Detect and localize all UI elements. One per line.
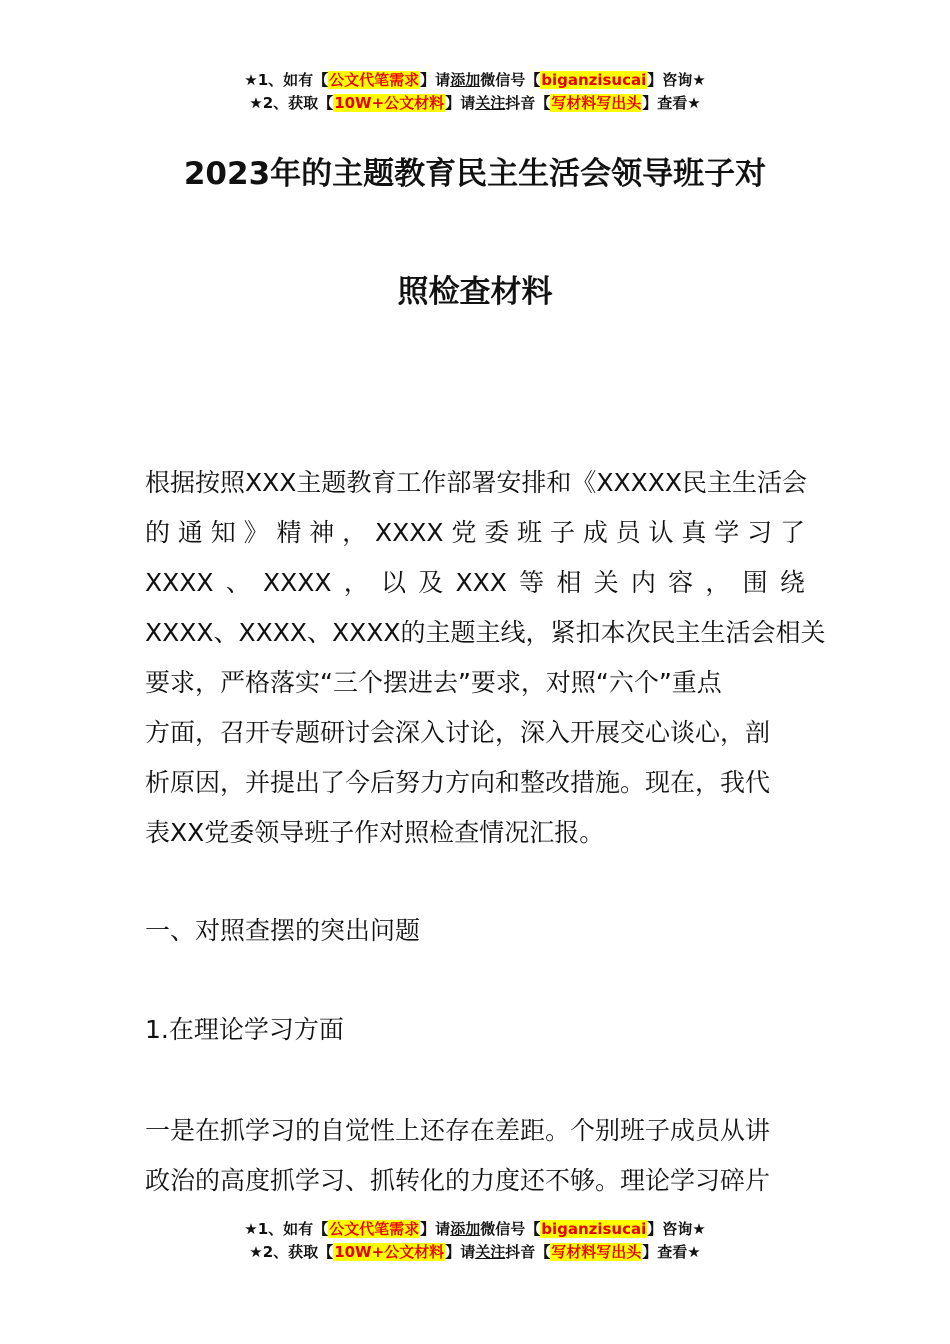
word: 了	[779, 518, 805, 547]
body-paragraph	[145, 1106, 805, 1206]
word: ，	[343, 568, 369, 597]
banner-highlight: 公文代笔需求	[329, 71, 420, 89]
intro-paragraph	[145, 458, 826, 858]
word: 神	[309, 518, 335, 547]
paragraph-line: 析原因，并提出了今后努力方向和整改措施。现在，我代	[145, 768, 771, 797]
banner-text: 】查看★	[642, 1243, 701, 1261]
word: 》	[243, 518, 269, 547]
word: 以	[381, 568, 407, 597]
banner-text: 抖音【	[505, 94, 551, 112]
word: ，	[705, 568, 731, 597]
banner-text: ★1、如有【	[244, 1220, 329, 1238]
word: 围	[742, 568, 768, 597]
banner-highlight: 10W+公文材料	[334, 94, 445, 112]
banner-text: 】咨询★	[647, 71, 706, 89]
word: 学	[714, 518, 740, 547]
banner-text: 微信号【	[480, 1220, 541, 1238]
banner-text: ★2、获取【	[249, 94, 334, 112]
word: 、	[225, 568, 251, 597]
banner-text: 】请	[445, 1243, 476, 1261]
word: 子	[549, 518, 575, 547]
word: 绕	[779, 568, 805, 597]
banner-highlight: 10W+公文材料	[334, 1243, 445, 1261]
banner-underlined-text: 添加	[450, 1220, 481, 1238]
paragraph-line: 政治的高度抓学习、抓转化的力度还不够。理论学习碎片	[145, 1166, 771, 1195]
document-title-line-1: 2023年的主题教育民主生活会领导班子对	[183, 156, 767, 192]
banner-underlined-text: 关注	[475, 94, 506, 112]
section-heading: 一、对照查摆的突出问题	[145, 916, 421, 945]
word: XXXX	[263, 568, 332, 597]
paragraph-line-justified	[145, 558, 805, 608]
word: 的	[145, 518, 171, 547]
word: XXXX	[145, 568, 214, 597]
banner-underlined-text: 添加	[450, 71, 481, 89]
word: 等	[519, 568, 545, 597]
word: XXXX	[375, 518, 444, 547]
top-banner	[0, 69, 950, 115]
banner-highlight: biganzisucai	[541, 1220, 647, 1238]
banner-line-1	[0, 69, 950, 92]
banner-underlined-text: 关注	[475, 1243, 506, 1261]
banner-highlight: 写材料写出头	[551, 1243, 642, 1261]
word: 班	[517, 518, 543, 547]
word: 相	[556, 568, 582, 597]
paragraph-line-justified	[145, 508, 805, 558]
word: ，	[342, 518, 368, 547]
paragraph-line: 根据按照XXX主题教育工作部署安排和《XXXXX民主生活会	[145, 468, 808, 497]
banner-text: 】咨询★	[647, 1220, 706, 1238]
word: 知	[210, 518, 236, 547]
word: 成	[582, 518, 608, 547]
banner-highlight: biganzisucai	[541, 71, 647, 89]
banner-text: ★1、如有【	[244, 71, 329, 89]
banner-line-2	[0, 1241, 950, 1264]
word: 员	[615, 518, 641, 547]
banner-text: 】请	[420, 71, 451, 89]
banner-text: ★2、获取【	[249, 1243, 334, 1261]
paragraph-line: 要求，严格落实“三个摆进去”要求，对照“六个”重点	[145, 668, 722, 697]
banner-highlight: 公文代笔需求	[329, 1220, 420, 1238]
word: 习	[747, 518, 773, 547]
bottom-banner	[0, 1218, 950, 1264]
word: 认	[648, 518, 674, 547]
banner-highlight: 写材料写出头	[551, 94, 642, 112]
paragraph-line: 方面，召开专题研讨会深入讨论，深入开展交心谈心，剖	[145, 718, 771, 747]
document-title-line-2: 照检查材料	[397, 274, 553, 310]
paragraph-line: XXXX、XXXX、XXXX的主题主线，紧扣本次民主生活会相关	[145, 618, 826, 647]
subsection-heading: 1.在理论学习方面	[145, 1015, 344, 1044]
banner-line-1	[0, 1218, 950, 1241]
word: 通	[177, 518, 203, 547]
banner-text: 】查看★	[642, 94, 701, 112]
word: 真	[681, 518, 707, 547]
word: 容	[668, 568, 694, 597]
word: XXX	[455, 568, 507, 597]
paragraph-line: 一是在抓学习的自觉性上还存在差距。个别班子成员从讲	[145, 1116, 771, 1145]
word: 委	[484, 518, 510, 547]
banner-text: 】请	[420, 1220, 451, 1238]
banner-line-2	[0, 92, 950, 115]
word: 关	[593, 568, 619, 597]
banner-text: 微信号【	[480, 71, 541, 89]
word: 及	[418, 568, 444, 597]
banner-text: 抖音【	[505, 1243, 551, 1261]
word: 内	[630, 568, 656, 597]
paragraph-line: 表XX党委领导班子作对照检查情况汇报。	[145, 818, 605, 847]
banner-text: 】请	[445, 94, 476, 112]
word: 党	[451, 518, 477, 547]
word: 精	[276, 518, 302, 547]
